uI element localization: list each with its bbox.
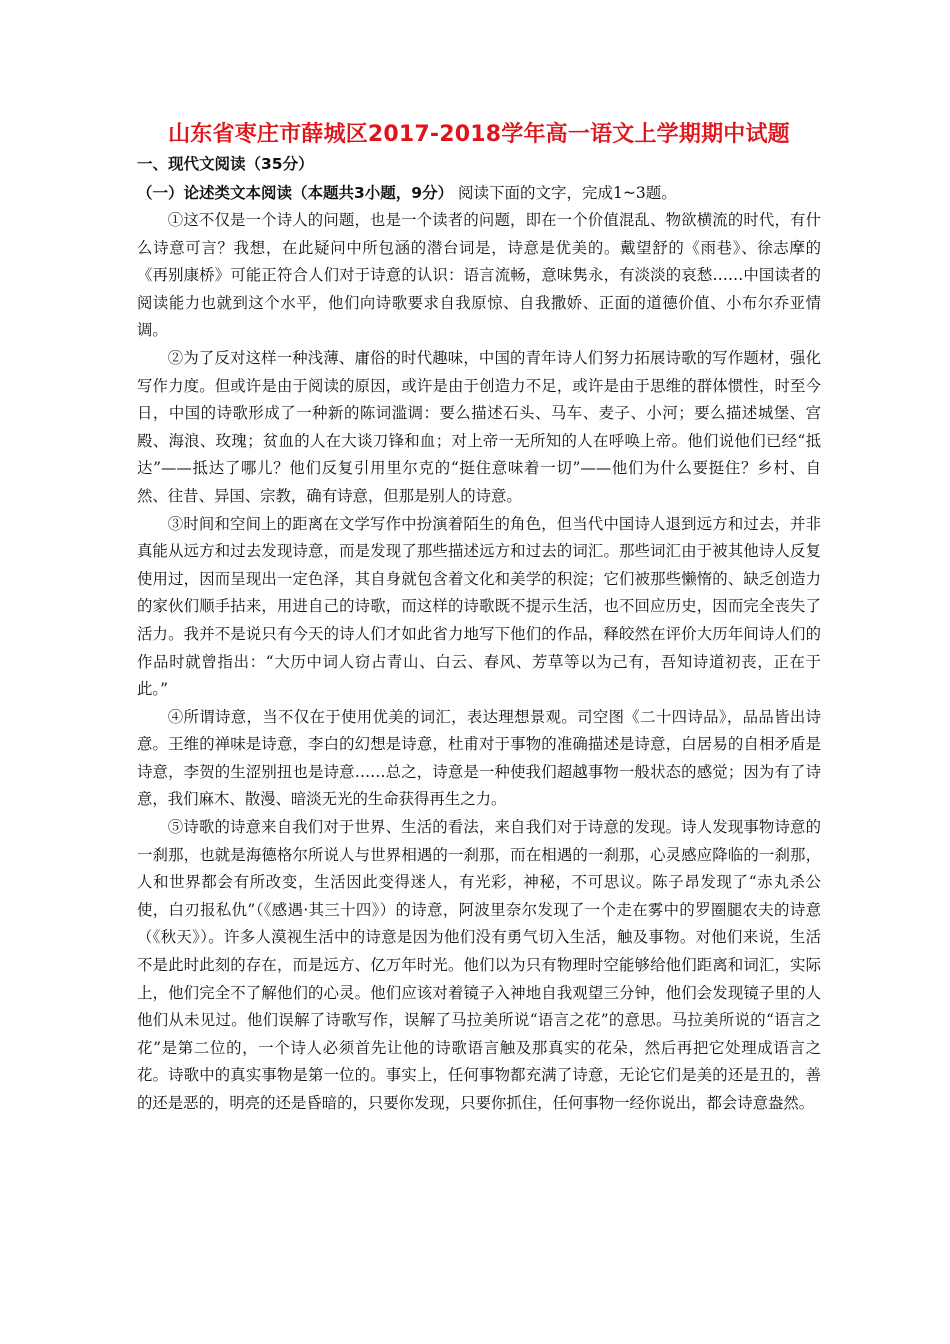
sub-heading-instruction: 阅读下面的文字，完成1~3题。 <box>453 184 677 202</box>
paragraph-2: ②为了反对这样一种浅薄、庸俗的时代趣味，中国的青年诗人们努力拓展诗歌的写作题材，强化写作力度。但或许是由于阅读的原因，或许是由于创造力不足，或许是由于思维的群体惯性，时至今日，中国的诗歌形成了一种新的陈词滥调：要么描述石头、马车、麦子、小河；要么描述城堡、宫殿、海浪、玫瑰；贫血的人在大谈刀锋和血；对上帝一无所知的人在呼唤上帝。他们说他们已经“抵达”——抵达了哪儿？他们反复引用里尔克的“挺住意味着一切”——他们为什么要挺住？乡村、自然、往昔、异国、宗教，确有诗意，但那是别人的诗意。 <box>137 348 821 505</box>
document-title: 山东省枣庄市薛城区2017-2018学年高一语文上学期期中试题 <box>168 122 790 147</box>
section-heading: 一、现代文阅读（35分） <box>137 155 314 173</box>
paragraph-5: ⑤诗歌的诗意来自我们对于世界、生活的看法，来自我们对于诗意的发现。诗人发现事物诗意的一刹那，也就是海德格尔所说人与世界相遇的一刹那，而在相遇的一刹那，心灵感应降临的一刹那，人和世界都会有所改变，生活因此变得迷人，有光彩，神秘，不可思议。陈子昂发现了“赤丸杀公使，白刃报私仇”（《感遇·其三十四》）的诗意，阿波里奈尔发现了一个走在雾中的罗圈腿农夫的诗意（《秋天》）。许多人漠视生活中的诗意是因为他们没有勇气切入生活，触及事物。对他们来说，生活不是此时此刻的存在，而是远方、亿万年时光。他们以为只有物理时空能够给他们距离和词汇，实际上，他们完全不了解他们的心灵。他们应该对着镜子入神地自我观望三分钟，他们会发现镜子里的人他们从未见过。他们误解了诗歌写作，误解了马拉美所说“语言之花”的意思。马拉美所说的“语言之花”是第二位的，一个诗人必须首先让他的诗歌语言触及那真实的花朵，然后再把它处理成语言之花。诗歌中的真实事物是第一位的。事实上，任何事物都充满了诗意，无论它们是美的还是丑的，善的还是恶的，明亮的还是昏暗的，只要你发现，只要你抓住，任何事物一经你说出，都会诗意盎然。 <box>137 818 821 1112</box>
sub-heading-label: （一）论述类文本阅读（本题共3小题，9分） <box>137 184 454 202</box>
paragraph-4: ④所谓诗意，当不仅在于使用优美的词汇，表达理想景观。司空图《二十四诗品》，品品皆出诗意。王维的禅味是诗意，李白的幻想是诗意，杜甫对于事物的准确描述是诗意，白居易的自相矛盾是诗意，李贺的生涩别扭也是诗意……总之，诗意是一种使我们超越事物一般状态的感觉；因为有了诗意，我们麻木、散漫、暗淡无光的生命获得再生之力。 <box>137 707 821 809</box>
paragraph-1: ①这不仅是一个诗人的问题，也是一个读者的问题，即在一个价值混乱、物欲横流的时代，有什么诗意可言？我想，在此疑问中所包涵的潜台词是，诗意是优美的。戴望舒的《雨巷》、徐志摩的《再别康桥》可能正符合人们对于诗意的认识：语言流畅，意味隽永，有淡淡的哀愁……中国读者的阅读能力也就到这个水平，他们向诗歌要求自我原惊、自我撒娇、正面的道德价值、小布尔乔亚情调。 <box>137 211 821 340</box>
sub-heading <box>137 179 821 207</box>
paragraph-3: ③时间和空间上的距离在文学写作中扮演着陌生的角色，但当代中国诗人退到远方和过去，并非真能从远方和过去发现诗意，而是发现了那些描述远方和过去的词汇。那些词汇由于被其他诗人反复使用过，因而呈现出一定色泽，其自身就包含着文化和美学的积淀；它们被那些懒惰的、缺乏创造力的家伙们顺手拈来，用进自己的诗歌，而这样的诗歌既不提示生活，也不回应历史，因而完全丧失了活力。我并不是说只有今天的诗人们才如此省力地写下他们的作品，释皎然在评价大历年间诗人们的作品时就曾指出：“大历中词人窃占青山、白云、春风、芳草等以为己有，吾知诗道初丧，正在于此。” <box>137 514 821 699</box>
document-page <box>137 118 821 1118</box>
